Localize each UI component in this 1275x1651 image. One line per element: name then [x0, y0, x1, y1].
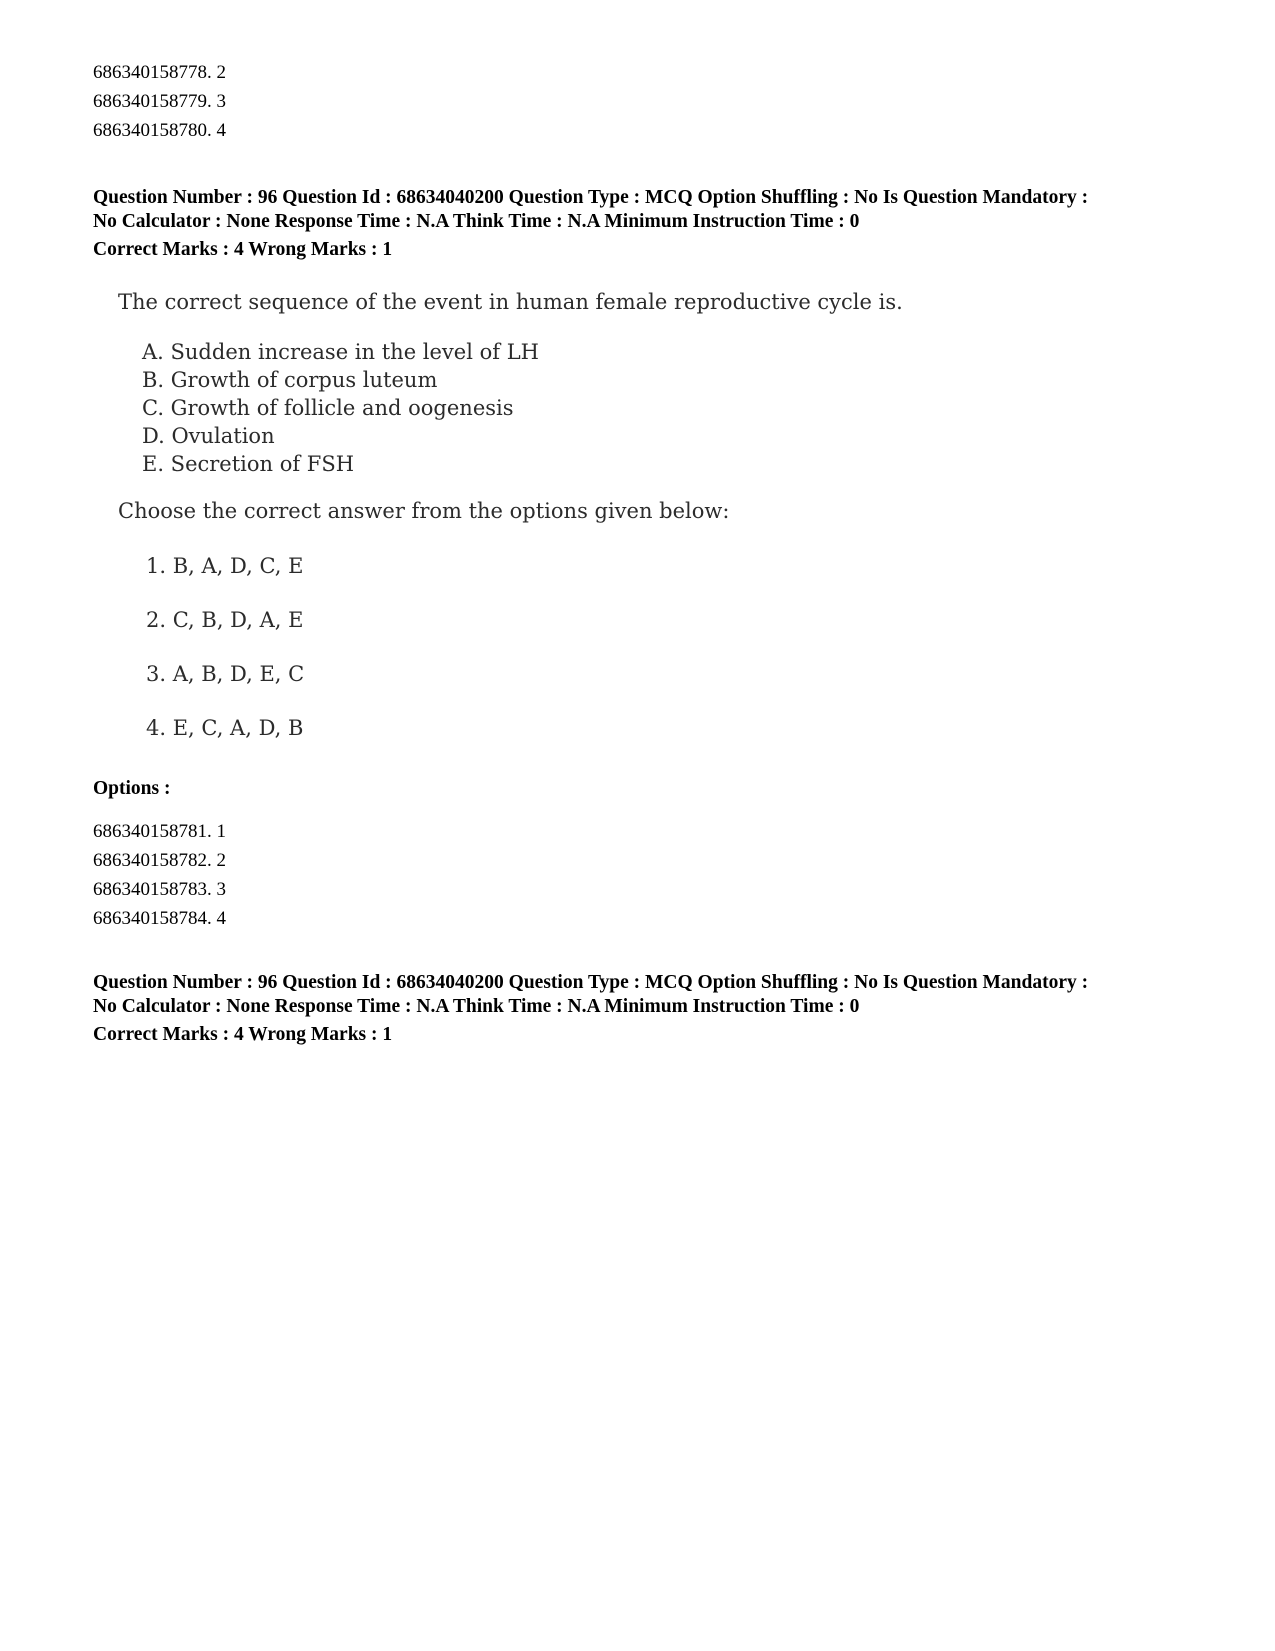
event-item: A. Sudden increase in the level of LH [142, 340, 539, 364]
option-item: 686340158784. 4 [93, 908, 226, 929]
answer-choice: 3. A, B, D, E, C [146, 662, 305, 686]
answer-choices [146, 554, 304, 770]
event-item: C. Growth of follicle and oogenesis [142, 396, 514, 420]
option-item: 686340158778. 2 [93, 62, 226, 83]
event-item: B. Growth of corpus luteum [142, 368, 438, 392]
option-item: 686340158783. 3 [93, 879, 226, 900]
previous-options-list [93, 58, 226, 145]
question-meta-line-1: Question Number : 96 Question Id : 68634040200 Question Type : MCQ Option Shuffling : No Is Question Mandatory : [93, 972, 1089, 993]
question-header [93, 971, 1213, 1047]
option-item: 686340158779. 3 [93, 91, 226, 112]
event-item: E. Secretion of FSH [142, 452, 355, 476]
question-meta-line-1: Question Number : 96 Question Id : 68634040200 Question Type : MCQ Option Shuffling : No Is Question Mandatory : [93, 187, 1089, 208]
option-item: 686340158782. 2 [93, 850, 226, 871]
options-label: Options : [93, 778, 171, 799]
question-header [93, 186, 1213, 262]
answer-choice: 2. C, B, D, A, E [146, 608, 304, 632]
question-meta-line-2: No Calculator : None Response Time : N.A Think Time : N.A Minimum Instruction Time : 0 [93, 996, 860, 1017]
event-list [142, 338, 539, 478]
option-item: 686340158781. 1 [93, 821, 226, 842]
options-list [93, 817, 226, 933]
answer-choice: 1. B, A, D, C, E [146, 554, 304, 578]
choose-instruction: Choose the correct answer from the options given below: [118, 499, 730, 523]
question-meta-line-2: No Calculator : None Response Time : N.A Think Time : N.A Minimum Instruction Time : 0 [93, 211, 860, 232]
answer-choice: 4. E, C, A, D, B [146, 716, 304, 740]
option-item: 686340158780. 4 [93, 120, 226, 141]
event-item: D. Ovulation [142, 424, 275, 448]
question-marks: Correct Marks : 4 Wrong Marks : 1 [93, 1024, 393, 1045]
question-stem: The correct sequence of the event in human female reproductive cycle is. [118, 290, 903, 314]
question-marks: Correct Marks : 4 Wrong Marks : 1 [93, 239, 393, 260]
question-image [112, 282, 903, 762]
